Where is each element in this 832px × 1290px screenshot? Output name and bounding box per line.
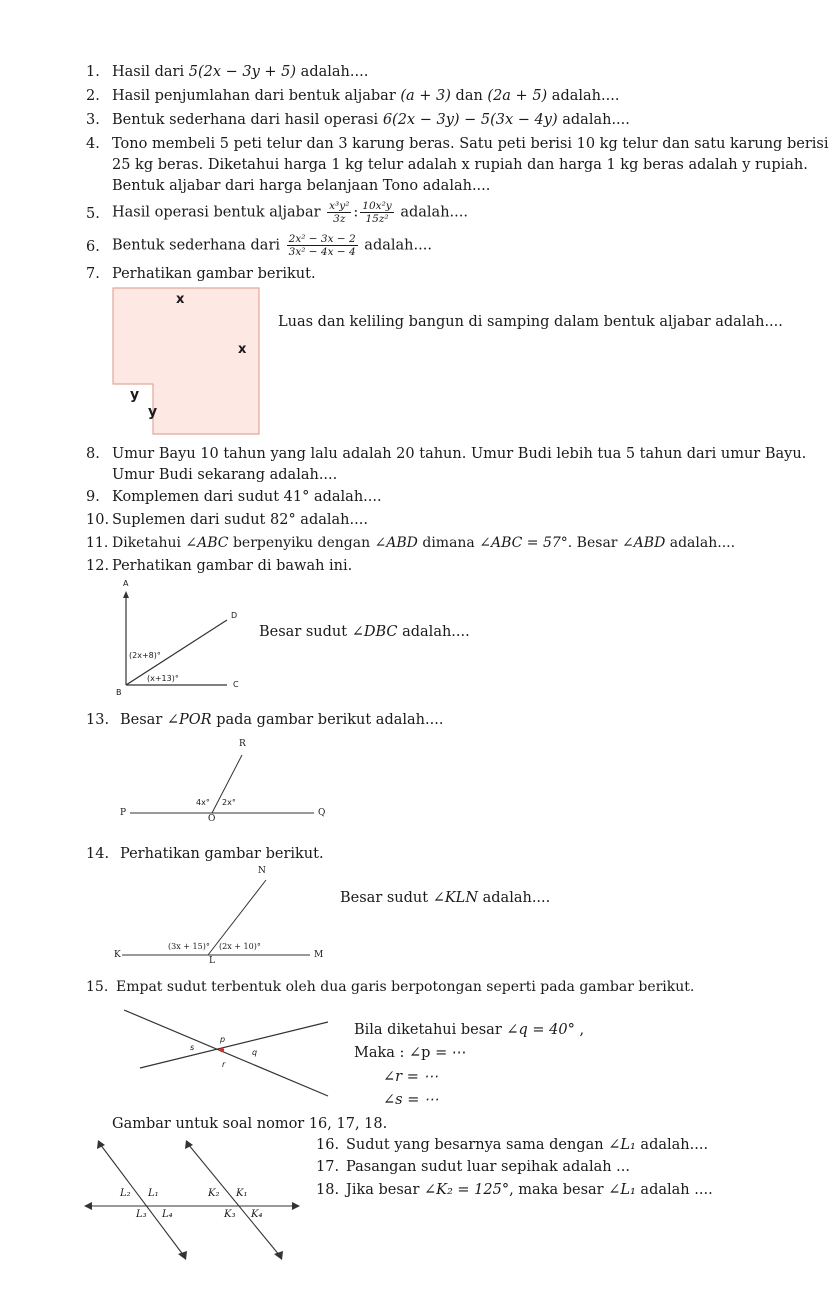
label-P: P [120,808,127,818]
label-C: C [233,680,239,689]
question-7: 7. Perhatikan gambar berikut. [86,266,316,282]
angle-figure-12 [115,585,245,695]
label-R: R [239,739,246,749]
label-B: B [116,688,122,697]
label-L1: L₁ [148,1188,159,1199]
math-expression: 5(2x − 3y + 5) [188,64,297,80]
label-notch-y2: y [148,404,158,420]
label-L3: L₃ [136,1209,147,1220]
question-18: 18. Jika besar ∠K₂ = 125°, maka besar ∠L₁ adalah .... [316,1182,713,1198]
angle-label-p: p [220,1035,226,1044]
question-3: 3. Bentuk sederhana dari hasil operasi 6(2x − 3y) − 5(3x − 4y) adalah.... [86,112,630,128]
label-O: O [208,814,216,824]
label-Q: Q [318,808,326,818]
figure-caption: Gambar untuk soal nomor 16, 17, 18. [112,1116,388,1132]
question-9: 9. Komplemen dari sudut 41° adalah.... [86,489,382,505]
label-K3: K₃ [224,1209,236,1220]
question-4: 4. Tono membeli 5 peti telur dan 3 karung beras. Satu peti berisi 10 kg telur dan satu karung berisi 25 kg beras. Diketahui harga 1 kg telur adalah x rupiah dan harga 1 kg beras adalah y rupiah. Bentuk aljabar dari harga belanjaan Tono adalah.... [86,136,829,194]
question-7-desc: Luas dan keliling bangun di samping dalam bentuk aljabar adalah.... [278,314,783,330]
label-K: K [114,950,121,960]
angle-label-2x10: (2x + 10)° [219,942,261,951]
parallel-lines-figure [84,1138,304,1268]
l-shape-figure [113,288,261,436]
label-D: D [231,611,238,620]
fraction: $\frac{\text{2x² − 3x − 2}}{\text{3x² − 4x − 4}}$ [288,233,356,258]
fraction: $\frac{\text{x³y²}}{3z}$ [329,200,350,225]
question-11: 11. Diketahui ∠ABC berpenyiku dengan ∠ABD dimana ∠ABC = 57°. Besar ∠ABD adalah.... [86,535,736,551]
fraction: $\frac{\text{10x²y}}{\text{15z²}}$ [362,200,392,225]
label-L2: L₂ [120,1188,131,1199]
angle-label-q: q [252,1048,258,1057]
label-A: A [123,579,129,588]
question-8: 8. Umur Bayu 10 tahun yang lalu adalah 20 tahun. Umur Budi lebih tua 5 tahun dari umur Bayu. Umur Budi sekarang adalah.... [86,446,807,483]
question-16: 16. Sudut yang besarnya sama dengan ∠L₁ adalah.... [316,1137,709,1153]
angle-label-2x: 2x° [222,798,236,807]
question-15: 15. Empat sudut terbentuk oleh dua garis berpotongan seperti pada gambar berikut. [86,979,695,995]
question-number: 1. [86,64,100,80]
angle-label-1: (2x+8)° [129,651,161,660]
angle-label-r: r [222,1060,226,1069]
angle-label-2: (x+13)° [147,674,179,683]
label-L: L [209,956,215,966]
question-number: 2. [86,88,100,104]
question-13: 13. Besar ∠POR pada gambar berikut adalah.... [86,712,444,728]
question-14: 14. Perhatikan gambar berikut. [86,846,324,862]
question-2: 2. Hasil penjumlahan dari bentuk aljabar (a + 3) dan (2a + 5) adalah.... [86,88,620,104]
angle-label-3x15: (3x + 15)° [168,942,210,951]
answer-p: Maka : ∠p = ⋯ [354,1045,467,1061]
label-notch-y1: y [130,387,140,403]
label-K2: K₂ [208,1188,220,1199]
question-17: 17. Pasangan sudut luar sepihak adalah ... [316,1159,630,1175]
question-text: Hasil dari [112,64,189,80]
question-12: 12. Perhatikan gambar di bawah ini. [86,558,353,574]
label-K1: K₁ [236,1188,248,1199]
angle-figure-13 [128,755,318,825]
label-right-x: x [238,342,247,357]
label-M: M [314,950,324,960]
label-top-x: x [176,292,185,307]
intersecting-lines-figure [120,1008,340,1103]
answer-r: ∠r = ⋯ [383,1069,438,1085]
question-12-desc: Besar sudut ∠DBC adalah.... [259,624,470,640]
label-L4: L₄ [162,1209,173,1220]
question-14-desc: Besar sudut ∠KLN adalah.... [340,890,551,906]
question-10: 10. Suplemen dari sudut 82° adalah.... [86,512,368,528]
angle-label-4x: 4x° [196,798,210,807]
label-N: N [258,866,266,876]
question-1: 1. Hasil dari 5(2x − 3y + 5) adalah.... [86,64,369,80]
answer-s: ∠s = ⋯ [383,1092,439,1108]
angle-label-s: s [190,1043,195,1052]
label-K4: K₄ [251,1209,263,1220]
given-angle: Bila diketahui besar ∠q = 40° , [354,1022,585,1038]
angle-figure-14 [120,878,315,958]
